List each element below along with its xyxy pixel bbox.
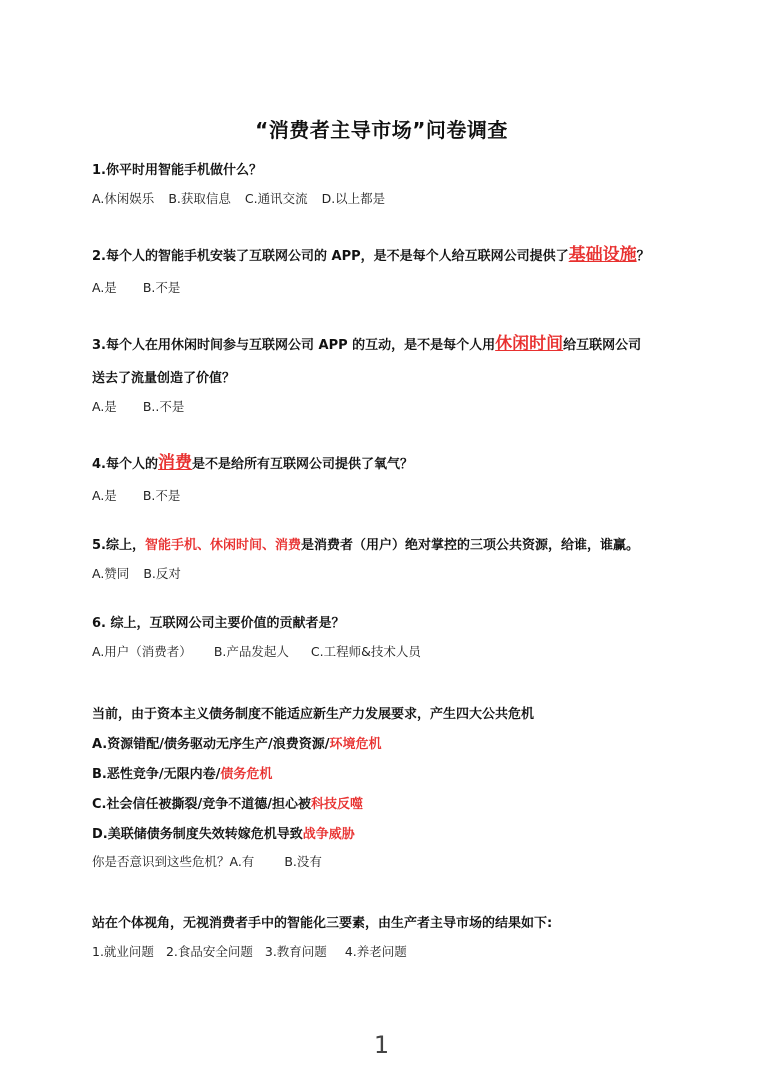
- final-item-4: 4.养老问题: [344, 944, 407, 959]
- q4-option-a: A.是: [92, 488, 117, 503]
- q3-text: 3.每个人在用休闲时间参与互联网公司 APP 的互动，是不是每个人用: [92, 338, 496, 353]
- crisis-c: [92, 793, 363, 812]
- question-2: [92, 240, 650, 265]
- crisis-b-highlight: 债务危机: [220, 767, 273, 782]
- crisis-a: [92, 733, 382, 752]
- q5-option-a: A.赞同: [92, 566, 130, 581]
- q2-text-end: ？: [636, 249, 650, 264]
- crisis-a-highlight: 环境危机: [329, 737, 382, 752]
- q4-text: 4.每个人的: [92, 457, 158, 472]
- question-1: 1.你平时用智能手机做什么？: [92, 163, 262, 178]
- q3-option-b: B..不是: [142, 399, 185, 414]
- crisis-a-text: A.资源错配/债务驱动无序生产/浪费资源/: [92, 737, 330, 752]
- q3-text-end: 给互联网公司: [563, 338, 642, 353]
- crisis-c-text: C.社会信任被撕裂/竞争不道德/担心被: [92, 797, 311, 812]
- q5-option-b: B.反对: [143, 566, 181, 581]
- final-intro: 站在个体视角，无视消费者手中的智能化三要素，由生产者主导市场的结果如下:: [92, 916, 553, 931]
- question-2-options: [92, 278, 194, 296]
- q1-option-d: D.以上都是: [321, 191, 386, 206]
- q1-option-a: A.休闲娱乐: [92, 191, 155, 206]
- crisis-d: [92, 823, 355, 842]
- q6-option-a: A.用户（消费者）: [92, 644, 192, 659]
- q5-text-end: 是消费者（用户）绝对掌控的三项公共资源，给谁，谁赢。: [301, 538, 640, 553]
- q2-text: 2.每个人的智能手机安装了互联网公司的 APP，是不是每个人给互联网公司提供了: [92, 249, 569, 264]
- q3-option-a: A.是: [92, 399, 117, 414]
- q5-text: 5.综上，: [92, 538, 145, 553]
- q1-option-b: B.获取信息: [168, 191, 231, 206]
- q1-option-c: C.通讯交流: [244, 191, 308, 206]
- question-4-options: [92, 486, 194, 504]
- q4-text-end: 是不是给所有互联网公司提供了氧气？: [191, 457, 413, 472]
- question-3-options: [92, 397, 198, 415]
- question-6-options: [92, 642, 435, 660]
- crisis-d-highlight: 战争威胁: [302, 827, 355, 842]
- q4-highlight: 消费: [157, 453, 192, 473]
- page-title: “消费者主导市场”问卷调查: [255, 118, 508, 142]
- question-5: [92, 534, 639, 553]
- final-item-2: 2.食品安全问题: [165, 944, 253, 959]
- crisis-intro: 当前，由于资本主义债务制度不能适应新生产力发展要求，产生四大公共危机: [92, 707, 535, 722]
- final-item-3: 3.教育问题: [264, 944, 327, 959]
- q2-option-a: A.是: [92, 280, 117, 295]
- q6-option-c: C.工程师&技术人员: [310, 644, 421, 659]
- crisis-c-highlight: 科技反噬: [310, 797, 363, 812]
- question-3: [92, 329, 641, 354]
- question-1-options: [92, 189, 399, 207]
- final-items: [92, 942, 421, 960]
- q5-highlight: 智能手机、休闲时间、消费: [144, 538, 301, 553]
- question-4: [92, 448, 413, 473]
- q2-option-b: B.不是: [142, 280, 181, 295]
- q2-highlight: 基础设施: [568, 245, 637, 265]
- final-item-1: 1.就业问题: [92, 944, 154, 959]
- crisis-question: [92, 852, 336, 870]
- question-5-options: [92, 564, 195, 582]
- crisis-option-b: B.没有: [284, 854, 322, 869]
- page-number: 1: [373, 1031, 390, 1059]
- q3-highlight: 休闲时间: [495, 334, 564, 354]
- q6-option-b: B.产品发起人: [213, 644, 289, 659]
- question-3-line2: 送去了流量创造了价值？: [92, 371, 236, 386]
- crisis-d-text: D.美联储债务制度失效转嫁危机导致: [92, 827, 303, 842]
- crisis-b-text: B.恶性竞争/无限内卷/: [92, 767, 221, 782]
- question-6: 6. 综上，互联网公司主要价值的贡献者是？: [92, 616, 345, 631]
- q4-option-b: B.不是: [142, 488, 181, 503]
- crisis-question-text: 你是否意识到这些危机？A.有: [92, 854, 255, 869]
- crisis-b: [92, 763, 272, 782]
